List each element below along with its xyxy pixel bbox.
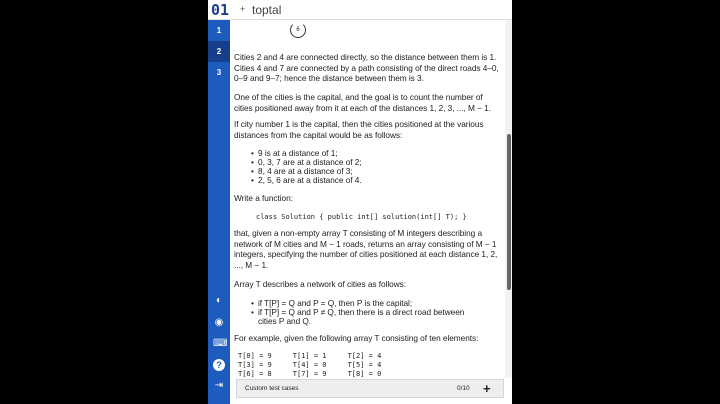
codility-logo: 01 [211, 1, 230, 19]
text-line: One of the cities is the capital, and the goal is to count the number of [234, 92, 483, 102]
help-icon[interactable]: ? [213, 359, 225, 371]
text-line: Cities 2 and 4 are connected directly, so the distance between them is 1. [234, 52, 497, 62]
code-line: T[3] = 9 T[4] = 0 T[5] = 4 [238, 361, 382, 369]
text-line: For example, given the following array T consisting of ten elements: [234, 333, 479, 343]
task-description [234, 20, 504, 378]
bullet-item: • 0, 3, 7 are at a distance of 2; [258, 157, 362, 168]
bullet-item: • if T[P] = Q and P ≠ Q, then there is a direct road between [258, 307, 464, 318]
custom-test-cases-bar[interactable] [236, 379, 504, 398]
task-tab-3[interactable]: 3 [216, 68, 222, 77]
bullet-item: • 2, 5, 6 are at a distance of 4. [258, 175, 362, 186]
contrast-icon[interactable]: ◐ [215, 295, 223, 306]
top-bar [208, 0, 512, 20]
plus-separator: + [240, 4, 246, 14]
text-line: 0–9 and 9–7; hence the distance between them is 3. [234, 73, 424, 83]
text-line: Array T describes a network of cities as follows: [234, 279, 407, 289]
task-tab-2[interactable]: 2 [208, 41, 230, 62]
text-line: distances from the capital would be as follows: [234, 129, 403, 140]
bullet-item: • if T[P] = Q and P = Q, then P is the capital; [258, 298, 412, 309]
code-signature: class Solution { public int[] solution(int[] T); } [256, 213, 467, 221]
task-panel [208, 0, 512, 404]
bullet-item: • 8, 4 are at a distance of 3; [258, 166, 353, 177]
text-line: Write a function: [234, 193, 293, 203]
tree-node-6: 6 [290, 22, 306, 38]
text-line: Cities 4 and 7 are connected by a path consisting of the direct roads 4–0, [234, 62, 499, 73]
scrollbar-thumb[interactable] [507, 134, 511, 290]
keyboard-icon[interactable]: ⌨ [213, 338, 228, 349]
test-case-count: 0/10 [457, 385, 470, 392]
bullet-item: • 9 is at a distance of 1; [258, 148, 338, 159]
toptal-logo: toptal [252, 3, 282, 17]
text-line: network of M cities and M − 1 roads, returns an array consisting of M − 1 [234, 238, 497, 249]
text-line: If city number 1 is the capital, then the cities positioned at the various [234, 119, 484, 129]
sidebar [208, 20, 230, 404]
exit-icon[interactable]: ⇥ [214, 380, 224, 391]
code-line: T[0] = 9 T[1] = 1 T[2] = 4 [238, 352, 382, 360]
code-line: T[6] = 8 T[7] = 9 T[8] = 0 [238, 370, 382, 378]
text-line: that, given a non-empty array T consisting of M integers describing a [234, 228, 483, 238]
text-line: integers, specifying the number of cities positioned at each distance 1, 2, [234, 249, 498, 259]
text-line: cities P and Q. [258, 316, 312, 326]
eye-icon[interactable]: ◉ [214, 317, 224, 328]
custom-test-cases-label: Custom test cases [245, 385, 299, 392]
text-line: ..., M − 1. [234, 259, 269, 270]
add-test-case-button[interactable]: + [483, 381, 491, 396]
text-line: cities positioned away from it at each of the distances 1, 2, 3, ..., M − 1. [234, 102, 491, 113]
task-tab-1[interactable]: 1 [216, 26, 222, 35]
scrollbar[interactable] [505, 20, 512, 378]
